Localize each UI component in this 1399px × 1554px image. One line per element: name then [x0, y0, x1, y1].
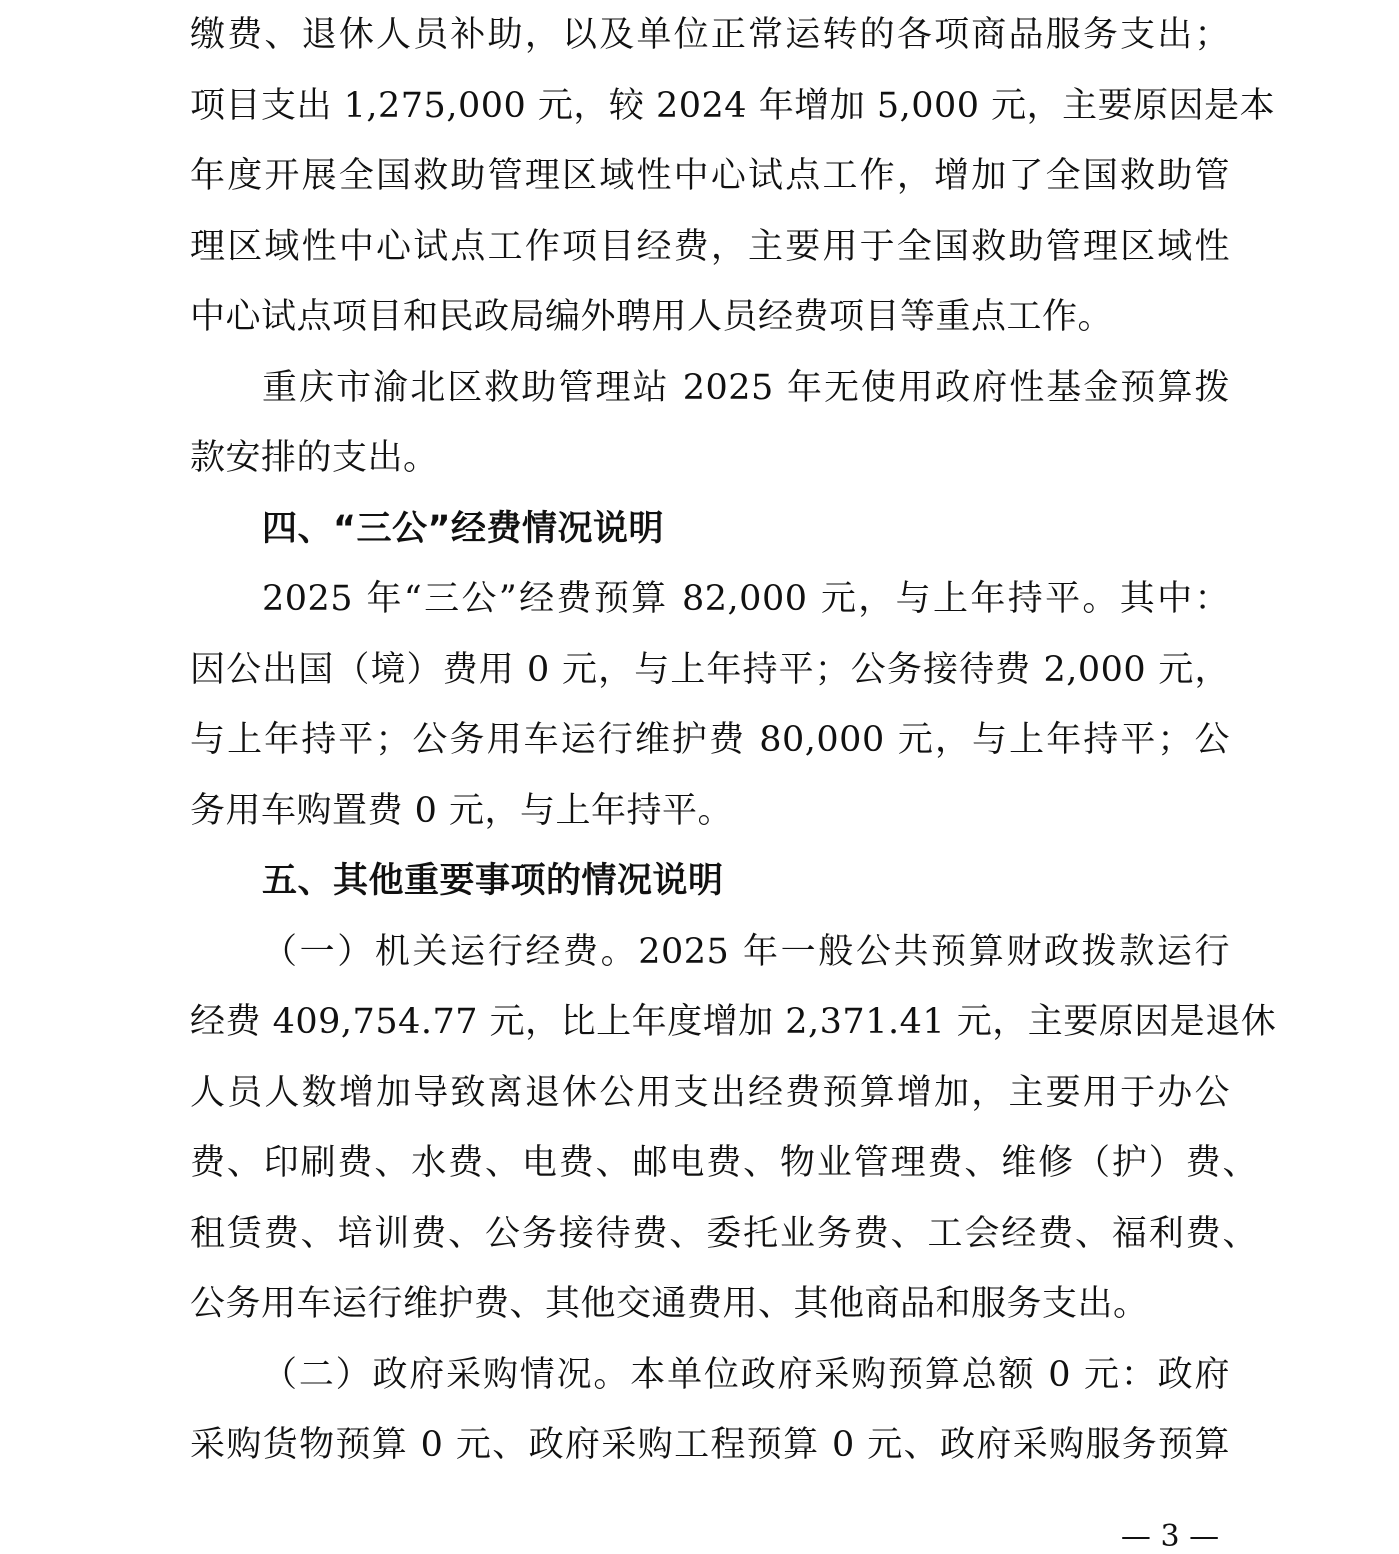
text-line: （二）政府采购情况。本单位政府采购预算总额 0 元：政府	[262, 1354, 1230, 1395]
text-line: 采购货物预算 0 元、政府采购工程预算 0 元、政府采购服务预算	[190, 1425, 1230, 1465]
text-line: 租赁费、培训费、公务接待费、委托业务费、工会经费、福利费、	[190, 1213, 1258, 1254]
text-line: 项目支出 1,275,000 元，较 2024 年增加 5,000 元，主要原因是本	[190, 85, 1276, 126]
section-heading-five: 五、其他重要事项的情况说明	[262, 861, 724, 901]
text-line: 2025 年“三公”经费预算 82,000 元，与上年持平。其中：	[262, 579, 1230, 619]
text-line: 中心试点项目和民政局编外聘用人员经费项目等重点工作。	[190, 297, 1114, 337]
text-line: 与上年持平；公务用车运行维护费 80,000 元，与上年持平；公	[190, 720, 1230, 760]
page-number: — 3 —	[1120, 1519, 1220, 1554]
section-heading-four: 四、“三公”经费情况说明	[262, 508, 665, 549]
text-line: 人员人数增加导致离退休公用支出经费预算增加，主要用于办公	[190, 1072, 1230, 1113]
text-line: 年度开展全国救助管理区域性中心试点工作，增加了全国救助管	[190, 156, 1230, 196]
text-line: 经费 409,754.77 元，比上年度增加 2,371.41 元，主要原因是退休	[190, 1002, 1277, 1042]
text-line: 缴费、退休人员补助，以及单位正常运转的各项商品服务支出；	[190, 15, 1230, 55]
text-line: 公务用车运行维护费、其他交通费用、其他商品和服务支出。	[190, 1284, 1149, 1324]
text-line: 款安排的支出。	[190, 438, 439, 478]
text-line: 因公出国（境）费用 0 元，与上年持平；公务接待费 2,000 元，	[190, 649, 1230, 690]
text-line: 务用车购置费 0 元，与上年持平。	[190, 790, 734, 831]
text-line: （一）机关运行经费。2025 年一般公共预算财政拨款运行	[262, 931, 1230, 972]
text-line: 理区域性中心试点工作项目经费，主要用于全国救助管理区域性	[190, 226, 1230, 267]
text-line: 费、印刷费、水费、电费、邮电费、物业管理费、维修（护）费、	[190, 1143, 1258, 1183]
text-line: 重庆市渝北区救助管理站 2025 年无使用政府性基金预算拨	[262, 367, 1230, 408]
document-body	[190, 0, 1277, 1481]
